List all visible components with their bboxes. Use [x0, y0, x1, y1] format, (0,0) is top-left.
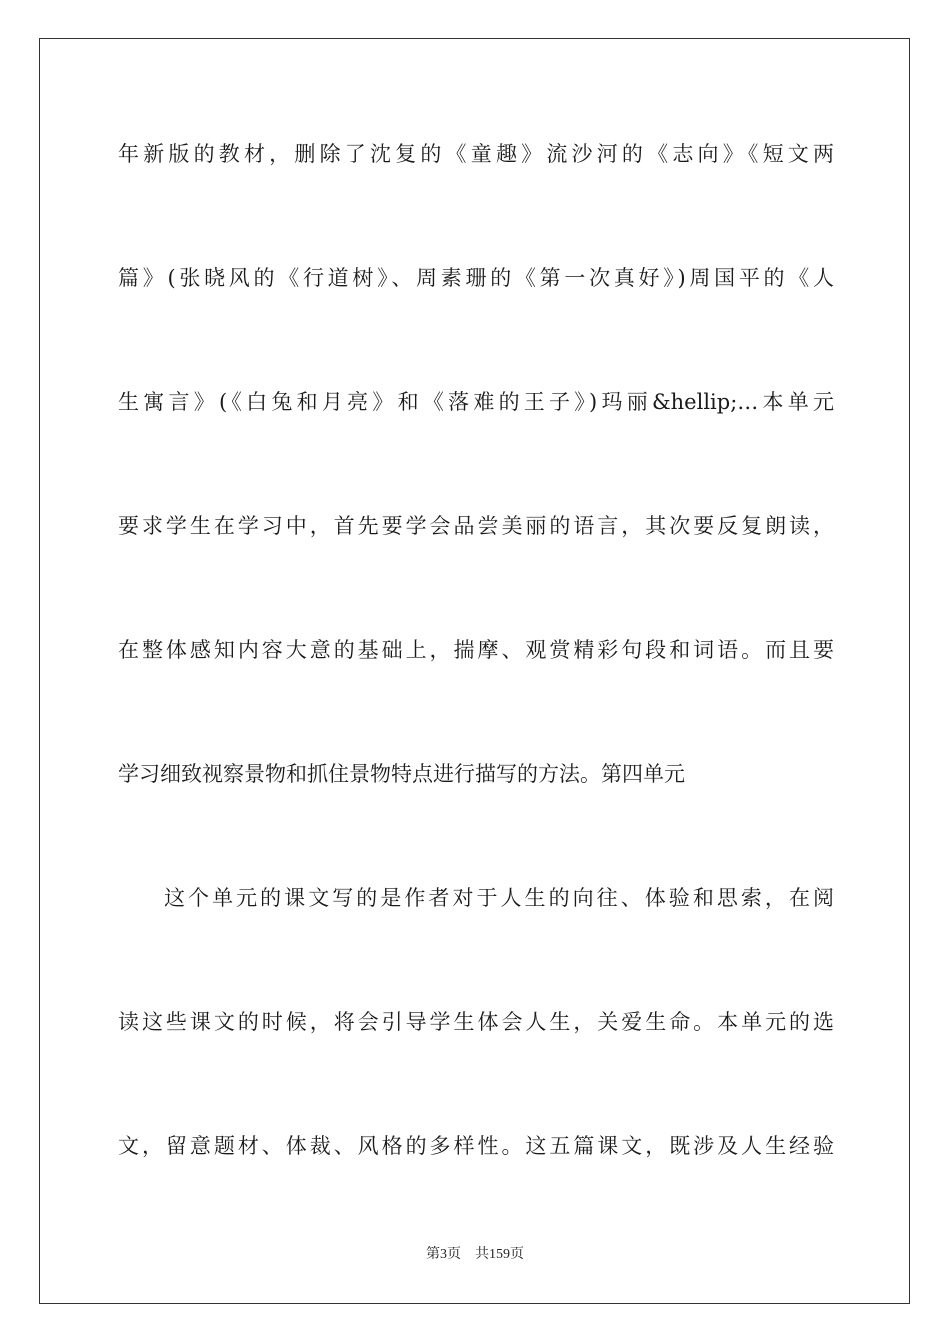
text-line-5: 在整体感知内容大意的基础上，揣摩、观赏精彩句段和词语。而且要: [118, 638, 834, 662]
text-line-6: 学习细致视察景物和抓住景物特点进行描写的方法。第四单元: [118, 762, 685, 786]
paragraph-first-line: 这个单元的课文写的是作者对于人生的向往、体验和思索，在阅: [164, 886, 834, 910]
text-line-3: 生寓言》(《白兔和月亮》和《落难的王子》)玛丽&hellip;…本单元: [118, 390, 834, 414]
page-border: [39, 38, 910, 1304]
total-pages: 共159页: [475, 1247, 524, 1262]
text-line-4: 要求学生在学习中，首先要学会品尝美丽的语言，其次要反复朗读，: [118, 514, 834, 538]
text-line-2: 篇》(张晓风的《行道树》、周素珊的《第一次真好》)周国平的《人: [118, 266, 834, 290]
page-footer: [0, 1246, 950, 1264]
text-line-8: 读这些课文的时候，将会引导学生体会人生，关爱生命。本单元的选: [118, 1010, 834, 1034]
text-line-9: 文，留意题材、体裁、风格的多样性。这五篇课文，既涉及人生经验: [118, 1134, 834, 1158]
text-line-1: 年新版的教材，删除了沈复的《童趣》流沙河的《志向》《短文两: [118, 142, 834, 166]
page-number: 第3页: [426, 1247, 461, 1262]
